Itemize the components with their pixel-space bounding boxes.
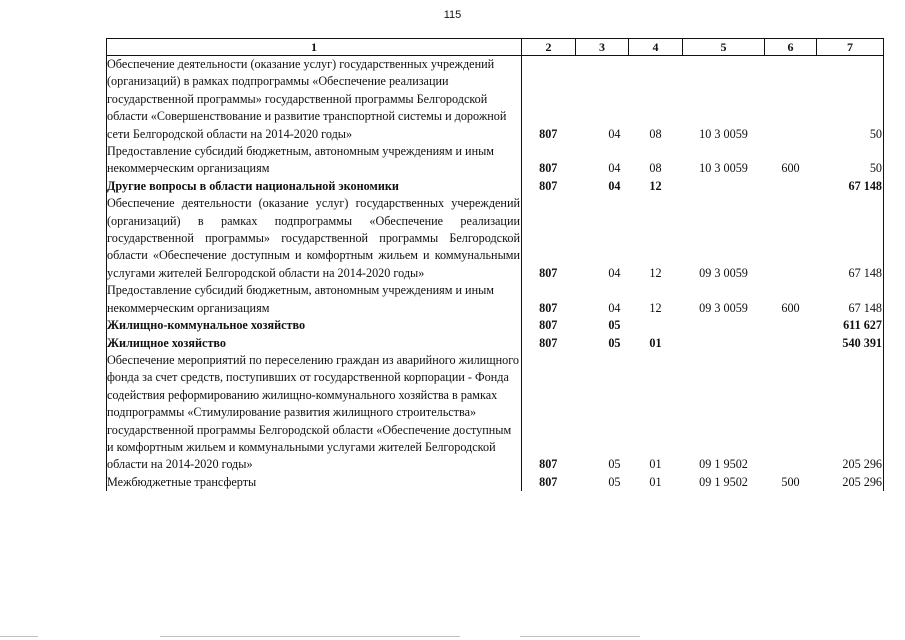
row-expense-type-code (765, 178, 817, 195)
row-subsection-code (629, 317, 683, 334)
row-section-code: 04 (608, 161, 621, 176)
table-row (107, 143, 884, 178)
row-description: Межбюджетные трансферты (107, 474, 522, 491)
row-amount: 50 (817, 56, 884, 144)
row-section-code: 04 (608, 300, 621, 315)
row-amount: 611 627 (817, 317, 884, 334)
row-expense-type-code: 500 (781, 474, 800, 489)
header-col-7: 7 (817, 39, 884, 56)
row-admin-code: 807 (539, 161, 558, 176)
row-admin-code: 807 (539, 178, 558, 193)
row-description: Жилищное хозяйство (107, 335, 522, 352)
row-subsection-code: 08 (649, 161, 662, 176)
table-row (107, 352, 884, 474)
table-row (107, 56, 884, 144)
row-expense-type-code (765, 56, 817, 144)
row-description: Обеспечение мероприятий по переселению граждан из аварийного жилищного фонда за счет средств, поступивших от государственной корпорации - Фонда содействия реформированию жилищно-коммунального хозяйства в рамках подпрограммы «Стимулирование развития жилищного строительства» государственной программы Белгородской области «Обеспечение доступным и комфортным жильем и коммунальными услугами жителей Белгородской области на 2014-2020 годы» (107, 352, 522, 474)
row-target-article-code: 09 3 0059 (699, 265, 748, 280)
row-amount: 67 148 (817, 195, 884, 282)
row-target-article-code: 09 1 9502 (699, 457, 748, 472)
table-row (107, 195, 884, 282)
row-subsection-code: 12 (649, 300, 662, 315)
row-subsection-code: 08 (649, 126, 662, 141)
row-description: Другие вопросы в области национальной экономики (107, 178, 522, 195)
row-section-code: 04 (608, 126, 621, 141)
row-description: Обеспечение деятельности (оказание услуг) государственных учреждений (организаций) в рамках подпрограммы «Обеспечение реализации государственной программы» государственной программы Белгородской области «Совершенствование и развитие транспортной системы и дорожной сети Белгородской области на 2014-2020 годы» (107, 56, 522, 144)
row-expense-type-code (765, 317, 817, 334)
row-section-code: 05 (608, 335, 621, 350)
row-target-article-code: 10 3 0059 (699, 126, 748, 141)
row-subsection-code: 01 (649, 474, 662, 489)
table-row (107, 474, 884, 491)
table-row (107, 317, 884, 334)
row-expense-type-code: 600 (781, 161, 800, 176)
row-admin-code: 807 (539, 300, 558, 315)
table-header (107, 39, 884, 56)
row-subsection-code: 01 (649, 457, 662, 472)
row-section-code: 04 (608, 178, 621, 193)
row-description: Предоставление субсидий бюджетным, автономным учреждениям и иным некоммерческим организациям (107, 143, 522, 178)
row-expense-type-code (765, 195, 817, 282)
row-expense-type-code (765, 335, 817, 352)
row-subsection-code: 12 (649, 265, 662, 280)
header-row (107, 39, 884, 56)
row-expense-type-code: 600 (781, 300, 800, 315)
row-amount: 67 148 (817, 282, 884, 317)
row-target-article-code (683, 335, 765, 352)
header-col-5: 5 (683, 39, 765, 56)
row-expense-type-code (765, 352, 817, 474)
row-admin-code: 807 (539, 474, 558, 489)
budget-table (106, 38, 884, 491)
table-body (107, 56, 884, 492)
row-description: Обеспечение деятельности (оказание услуг) государственных учереждений (организаций) в рамках подпрограммы «Обеспечение реализации государственной программы» государственной программы Белгородской области «Обеспечение доступным и комфортным жильем и коммунальными услугами жителей Белгородской области на 2014-2020 годы» (107, 195, 522, 282)
row-description: Жилищно-коммунальное хозяйство (107, 317, 522, 334)
row-target-article-code: 10 3 0059 (699, 161, 748, 176)
table-row (107, 335, 884, 352)
scan-edge-artifact (0, 633, 905, 640)
header-col-2: 2 (522, 39, 576, 56)
header-col-6: 6 (765, 39, 817, 56)
row-section-code: 05 (608, 457, 621, 472)
row-subsection-code: 12 (649, 178, 662, 193)
row-amount: 50 (817, 143, 884, 178)
row-amount: 540 391 (817, 335, 884, 352)
row-section-code: 04 (608, 265, 621, 280)
table-row (107, 178, 884, 195)
page-number: 115 (443, 9, 462, 21)
row-target-article-code (683, 178, 765, 195)
header-col-4: 4 (629, 39, 683, 56)
row-amount: 67 148 (817, 178, 884, 195)
row-admin-code: 807 (539, 126, 558, 141)
row-admin-code: 807 (539, 318, 558, 333)
header-col-3: 3 (576, 39, 629, 56)
row-amount: 205 296 (817, 474, 884, 491)
row-admin-code: 807 (539, 457, 558, 472)
row-admin-code: 807 (539, 265, 558, 280)
row-admin-code: 807 (539, 335, 558, 350)
row-subsection-code: 01 (649, 335, 662, 350)
row-section-code: 05 (608, 474, 621, 489)
row-target-article-code: 09 1 9502 (699, 474, 748, 489)
row-amount: 205 296 (817, 352, 884, 474)
table-row (107, 282, 884, 317)
row-target-article-code: 09 3 0059 (699, 300, 748, 315)
row-target-article-code (683, 317, 765, 334)
row-section-code: 05 (608, 318, 621, 333)
row-description: Предоставление субсидий бюджетным, автономным учреждениям и иным некоммерческим организациям (107, 282, 522, 317)
header-col-1: 1 (107, 39, 522, 56)
